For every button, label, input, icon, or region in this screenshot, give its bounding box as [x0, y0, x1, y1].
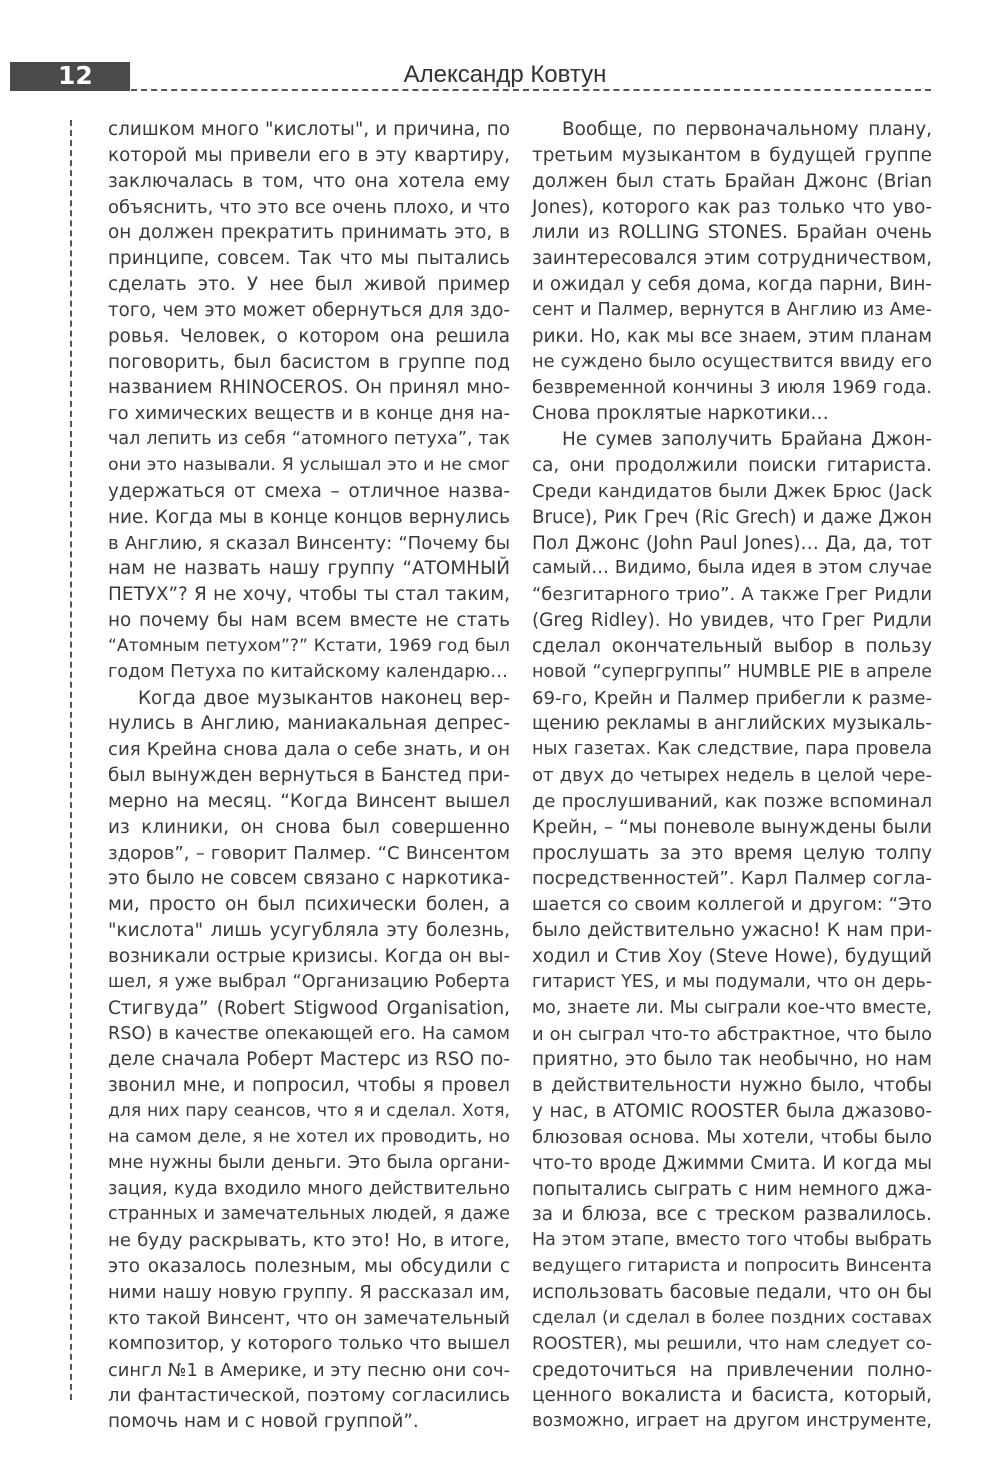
text-line: шел, я уже выбрал “Организацию Роберта	[108, 971, 510, 992]
text-line: прослушать за это время целую толпу	[532, 842, 932, 864]
text-line: ходил и Стив Хоу (Steve Howe), будущий	[532, 946, 932, 967]
text-line: "кислота" лишь усугубляла эту болезнь,	[108, 920, 510, 942]
text-line: из клиники, он снова был совершенно	[108, 816, 510, 838]
text-line: что-то вроде Джимми Смита. И когда мы	[532, 1152, 932, 1174]
text-line: того, чем это может обернуться для здо-	[108, 299, 510, 321]
text-line: удержаться от смеха – отличное назва-	[108, 480, 510, 502]
text-line: Стигвуда” (Robert Stigwood Organisation,	[108, 997, 510, 1019]
text-line: Когда двое музыкантов наконец вер-	[138, 687, 510, 709]
text-line: Крейн, – “мы поневоле вынуждены были	[532, 816, 932, 838]
text-line: объяснить, что это все очень плохо, и что	[108, 196, 510, 218]
text-line: го химических веществ и в конце дня на-	[108, 403, 510, 425]
text-line: ведущего гитариста и попросить Винсента	[532, 1256, 932, 1277]
text-line: На этом этапе, вместо того чтобы выбрать	[532, 1230, 932, 1251]
text-line: было действительно ужасно! К нам при-	[532, 920, 932, 942]
text-line: 69-го, Крейн и Палмер прибегли к разме-	[532, 687, 932, 709]
text-line: гитарист YES, и мы подумали, что он дерь-	[532, 971, 932, 992]
text-line: они это называли. Я услышал это и не смог	[108, 454, 510, 475]
text-line: Среди кандидатов были Джек Брюс (Jack	[532, 480, 932, 502]
text-line: ровья. Человек, о котором она решила	[108, 325, 510, 347]
text-line: и он сыграл что-то абстрактное, что было	[532, 1023, 932, 1045]
text-line: для них пару сеансов, что я и сделал. Хотя,	[108, 1101, 510, 1122]
running-title: Александр Ковтун	[403, 61, 607, 88]
text-line: сент и Палмер, вернутся в Англию из Аме-	[532, 299, 932, 320]
text-line: не суждено было осуществится ввиду его	[532, 351, 932, 372]
text-line: слишком много "кислоты", и причина, по	[108, 119, 510, 140]
text-line: третьим музыкантом в будущей группе	[532, 144, 932, 166]
text-line: поговорить, был басистом в группе под	[108, 351, 510, 373]
text-line: Не сумев заполучить Брайана Джон-	[562, 429, 932, 451]
text-line: здоров”, – говорит Палмер. “С Винсентом	[108, 842, 510, 864]
text-line: заключалась в том, что она хотела ему	[108, 170, 510, 192]
text-line: кто такой Винсент, что он замечательный	[108, 1307, 510, 1329]
text-line: безвременной кончины 3 июля 1969 года.	[532, 377, 932, 399]
text-line: он должен прекратить принимать это, в	[108, 222, 510, 244]
text-line: шается со своим коллегой и другом: “Это	[532, 894, 932, 916]
text-line: приятно, это было так необычно, но нам	[532, 1049, 932, 1071]
text-line: посредственностей”. Карл Палмер согла-	[532, 868, 932, 890]
text-line: мо, знаете ли. Мы сыграли кое-что вместе,	[532, 997, 932, 1018]
text-line: принципе, совсем. Так что мы пытались	[108, 248, 510, 270]
text-line: щению рекламы в английских музыкаль-	[532, 713, 932, 735]
text-line: возникали острые кризисы. Когда он вы-	[108, 946, 510, 967]
text-line: сингл №1 в Америке, и эту песню они соч-	[108, 1359, 510, 1381]
text-line: нам не назвать нашу группу “АТОМНЫЙ	[108, 558, 510, 580]
text-line: Jones), которого как раз только что уво-	[532, 196, 932, 218]
text-line: на самом деле, я не хотел их проводить, но	[108, 1126, 510, 1147]
text-line: самый… Видимо, была идея в этом случае	[532, 558, 932, 579]
text-line: сделать это. У нее был живой пример	[108, 274, 510, 296]
text-line: ми, просто он был психически болен, а	[108, 894, 510, 916]
text-line: возможно, играет на другом инструменте,	[532, 1411, 932, 1432]
text-line: лили из ROLLING STONES. Брайан очень	[532, 222, 932, 244]
text-line: мерно на месяц. “Когда Винсент вышел	[108, 790, 510, 812]
text-column-left	[108, 117, 510, 1435]
text-line: странных и замечательных людей, я даже	[108, 1204, 510, 1225]
text-line: должен был стать Брайан Джонс (Brian	[532, 170, 932, 192]
text-line: Пол Джонс (John Paul Jones)… Да, да, тот	[532, 532, 932, 554]
text-line: средоточиться на привлечении полно-	[532, 1359, 932, 1381]
text-line: звонил мне, и попросил, чтобы я провел	[108, 1075, 510, 1097]
text-line: в действительности нужно было, чтобы	[532, 1075, 932, 1097]
page-number: 12	[58, 61, 93, 90]
text-line: Bruce), Рик Греч (Ric Grech) и даже Джон	[532, 506, 932, 528]
text-line: и ожидал у себя дома, когда парни, Вин-	[532, 274, 932, 296]
text-line: в Англию, я сказал Винсенту: “Почему бы	[108, 532, 510, 554]
text-line: не буду раскрывать, кто это! Но, в итоге,	[108, 1230, 510, 1252]
text-line: ценного вокалиста и басиста, который,	[532, 1385, 932, 1407]
text-line: это оказалось полезным, мы обсудили с	[108, 1256, 510, 1278]
text-line: ROOSTER), мы решили, что нам следует со-	[532, 1333, 932, 1354]
text-line: чал лепить из себя “атомного петуха”, так	[108, 429, 510, 450]
text-line: заинтересовался этим сотрудничеством,	[532, 248, 932, 270]
text-line: (Greg Ridley). Но увидев, что Грег Ридли	[532, 610, 932, 632]
text-line: деле сначала Роберт Мастерс из RSO по-	[108, 1049, 510, 1071]
text-line: Вообще, по первоначальному плану,	[562, 119, 932, 140]
text-line: ние. Когда мы в конце концов вернулись	[108, 506, 510, 528]
text-line: сделал (и сделал в более поздних составах	[532, 1307, 932, 1328]
text-line: помочь нам и с новой группой”.	[108, 1411, 419, 1433]
text-line: использовать басовые педали, что он бы	[532, 1281, 932, 1303]
text-line: но почему бы нам всем вместе не стать	[108, 610, 510, 632]
text-line: “безгитарного трио”. А также Грег Ридли	[532, 584, 932, 606]
text-line: де прослушиваний, как позже вспоминал	[532, 790, 932, 812]
text-line: ных газетах. Как следствие, пара провела	[532, 739, 932, 760]
text-line: попытались сыграть с ним немного джа-	[532, 1178, 932, 1200]
text-line: новой “супергруппы” HUMBLE PIE в апреле	[532, 661, 932, 682]
text-line: зация, куда входило много действительно	[108, 1178, 510, 1199]
text-line: ли фантастической, поэтому согласились	[108, 1385, 510, 1407]
header-dashed-rule	[131, 89, 931, 91]
text-line: мне нужны были деньги. Это была органи-	[108, 1152, 510, 1173]
text-column-right	[532, 117, 932, 1435]
text-line: RSO) в качестве опекающей его. На самом	[108, 1023, 510, 1044]
text-line: был вынужден вернуться в Банстед при-	[108, 765, 510, 787]
text-line: нулись в Англию, маниакальная депрес-	[108, 713, 510, 735]
text-line: годом Петуха по китайскому календарю…	[108, 661, 508, 682]
text-line: за и блюза, все с треском развалилось.	[532, 1204, 932, 1226]
text-line: сия Крейна снова дала о себе знать, и он	[108, 739, 510, 761]
text-line: ними нашу новую группу. Я рассказал им,	[108, 1281, 510, 1303]
text-line: сделал окончательный выбор в пользу	[532, 635, 932, 657]
text-line: это было не совсем связано с наркотика-	[108, 868, 510, 890]
text-line: которой мы привели его в эту квартиру,	[108, 144, 510, 166]
text-line: блюзовая основа. Мы хотели, чтобы было	[532, 1126, 932, 1148]
text-line: Снова проклятые наркотики…	[532, 403, 829, 425]
margin-dashed-rule	[70, 120, 72, 1400]
text-line: са, они продолжили поиски гитариста.	[532, 454, 932, 476]
text-line: у нас, в ATOMIC ROOSTER была джазово-	[532, 1101, 932, 1123]
text-line: рики. Но, как мы все знаем, этим планам	[532, 325, 932, 347]
text-line: “Атомным петухом”?” Кстати, 1969 год был	[108, 635, 510, 656]
text-line: названием RHINOCEROS. Он принял мно-	[108, 377, 510, 399]
text-line: композитор, у которого только что вышел	[108, 1333, 510, 1354]
text-line: от двух до четырех недель в целой чере-	[532, 765, 932, 787]
text-line: ПЕТУХ”? Я не хочу, чтобы ты стал таким,	[108, 584, 510, 606]
